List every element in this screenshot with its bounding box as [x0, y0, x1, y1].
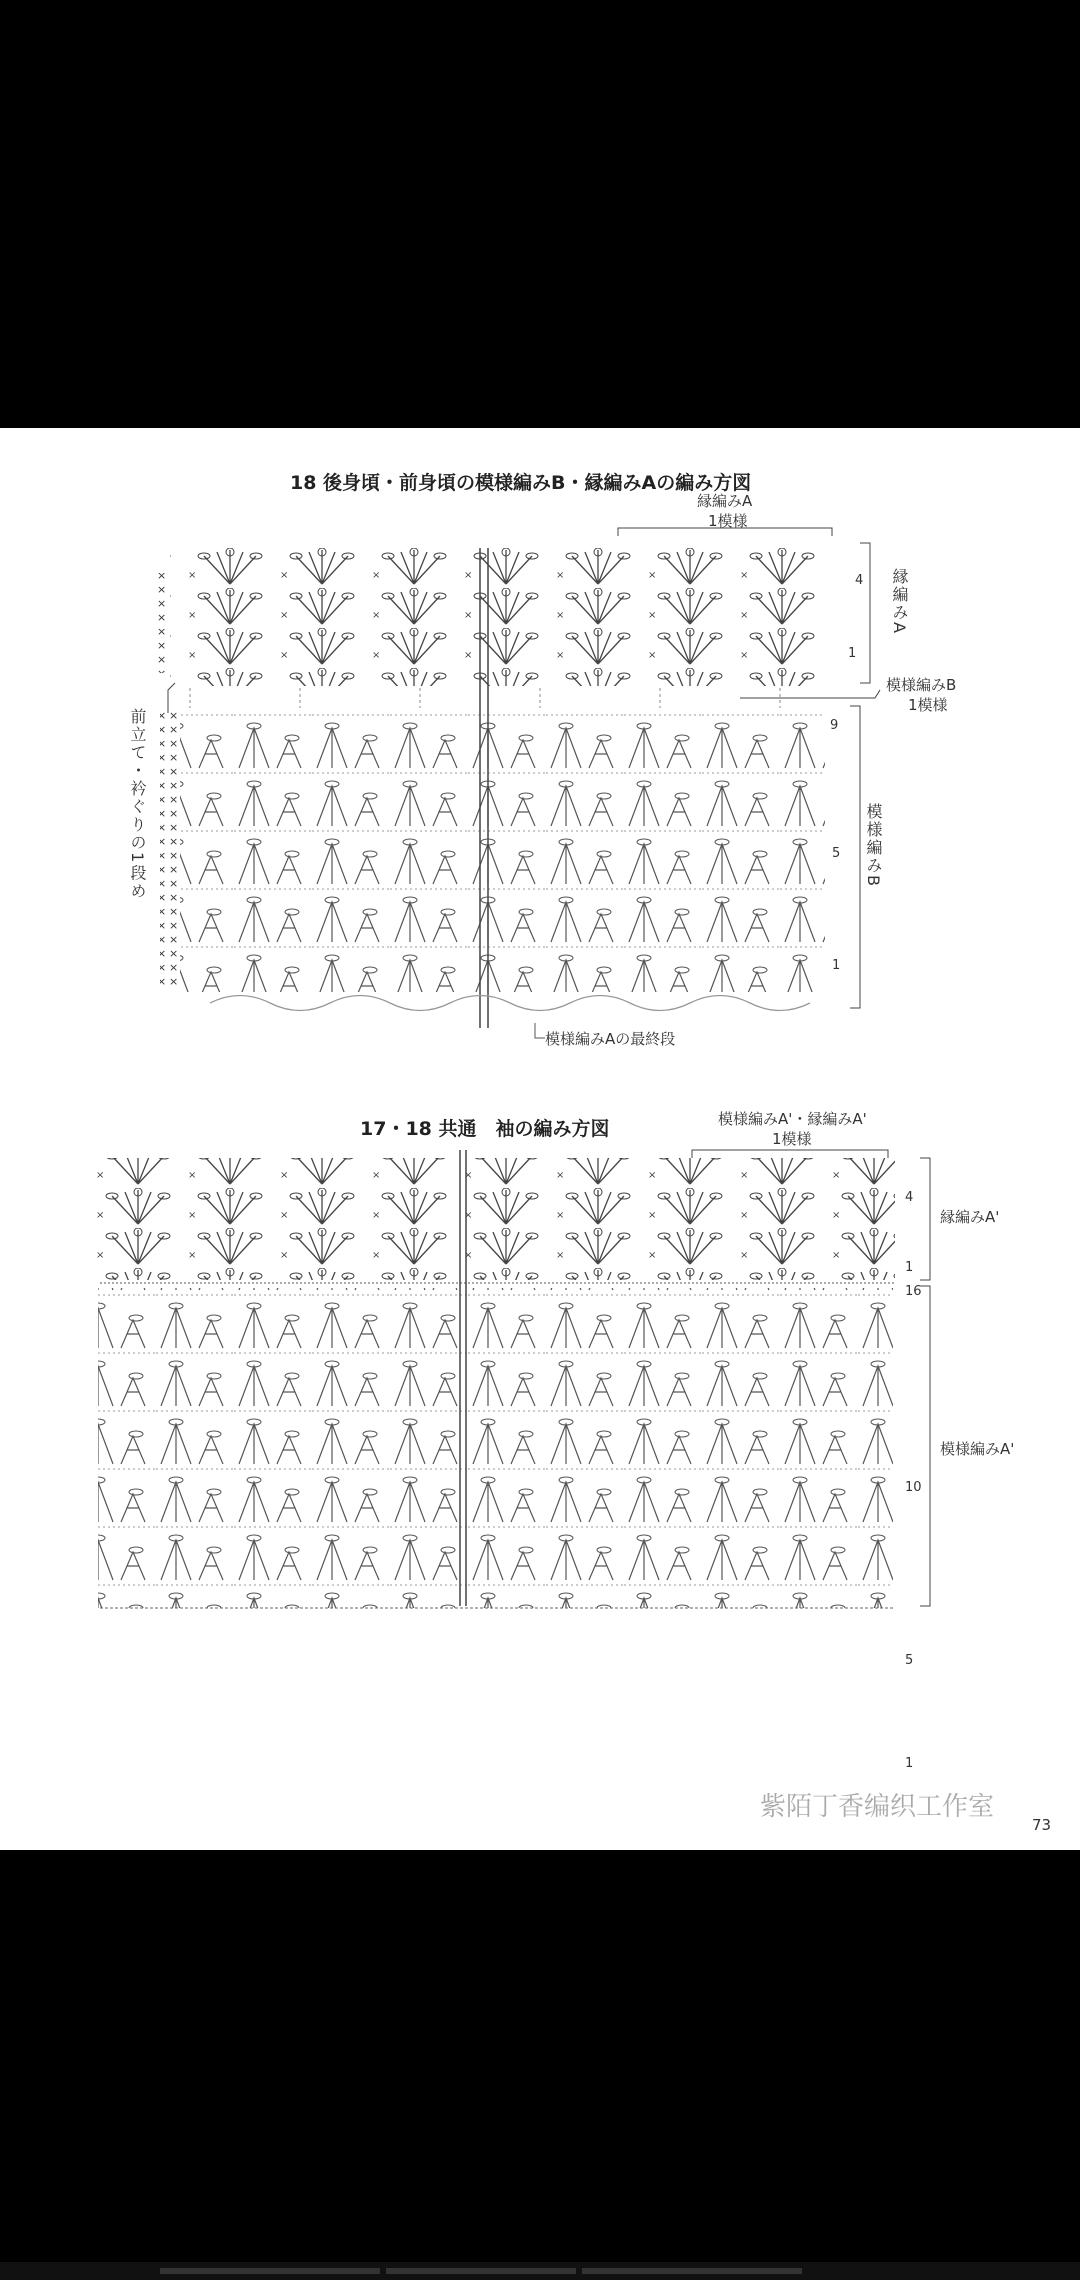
chart1-left-note: 前立て・衿ぐりの1段め: [128, 708, 147, 901]
chart2-row-16: 16: [905, 1284, 922, 1299]
chart2-row-1: 1: [905, 1260, 914, 1275]
chart2-body-bracket: [920, 1286, 930, 1606]
chart1-left-pointer: [168, 683, 175, 713]
nav-segment-mid[interactable]: [386, 2268, 576, 2274]
chart1-repeat-count: 1模様: [708, 512, 748, 530]
chart1-pattern-b-label: 模様編みB: [864, 803, 883, 888]
chart1-edge-label: 縁編みA: [890, 568, 909, 635]
chart1-body-bracket: [850, 706, 860, 1008]
chart1-repeat-label: 縁編みA: [697, 492, 753, 510]
chart2-edge-label: 縁編みA': [940, 1208, 1000, 1226]
chart2-row-10: 10: [905, 1480, 922, 1495]
chart2-edge-rows: [95, 1158, 895, 1280]
chart1-row-1: 1: [848, 646, 857, 661]
chart1-pattern-b-pointer: [740, 690, 880, 698]
chart1-edge-bracket: [860, 543, 870, 683]
chart1-title: 18 後身頃・前身頃の模様編みB・縁編みAの編み方図: [290, 472, 752, 494]
chart1-x-column-top: [154, 573, 168, 673]
chart1-row-5: 5: [832, 846, 841, 861]
chart1-body-rows: [180, 710, 825, 992]
chart1-row-9: 9: [830, 718, 839, 733]
pattern-page: [0, 428, 1080, 1850]
bottom-navigation-bar: [0, 2262, 1080, 2280]
chart1-row-4: 4: [855, 573, 864, 588]
nav-segment-left[interactable]: [160, 2268, 380, 2274]
chart2-edge-bracket: [920, 1158, 930, 1280]
chart2-repeat-label: 模様編みA'・縁編みA': [718, 1110, 867, 1128]
chart1-link-lines: [190, 688, 780, 708]
chart1-bottom-note: 模様編みAの最終段: [545, 1030, 676, 1048]
chart2-title: 17・18 共通 袖の編み方図: [360, 1118, 610, 1140]
watermark: 紫陌丁香编织工作室: [760, 1792, 995, 1822]
chart2-repeat-count: 1模様: [772, 1130, 812, 1148]
chart2-repeat-bracket: [692, 1150, 888, 1158]
chart1-x-column: [160, 710, 180, 992]
chart1-edge-rows: [170, 546, 830, 686]
nav-segment-right[interactable]: [582, 2268, 802, 2274]
chart1-body-row-1: 1: [832, 958, 841, 973]
chart2-row-5: 5: [905, 1653, 914, 1668]
chart1-last-row: [210, 996, 810, 1011]
chart2-body-row-1: 1: [905, 1756, 914, 1771]
chart1-bottom-pointer: [535, 1023, 545, 1038]
chart2-row-4: 4: [905, 1190, 914, 1205]
chart2-pattern-label: 模様編みA': [940, 1440, 1015, 1458]
chart2-body-rows: [98, 1288, 893, 1608]
chart1-pattern-b-repeat-count: 1模様: [908, 696, 948, 714]
page-number: 73: [1032, 1816, 1052, 1834]
chart1-pattern-b-repeat-label: 模様編みB: [886, 676, 957, 694]
